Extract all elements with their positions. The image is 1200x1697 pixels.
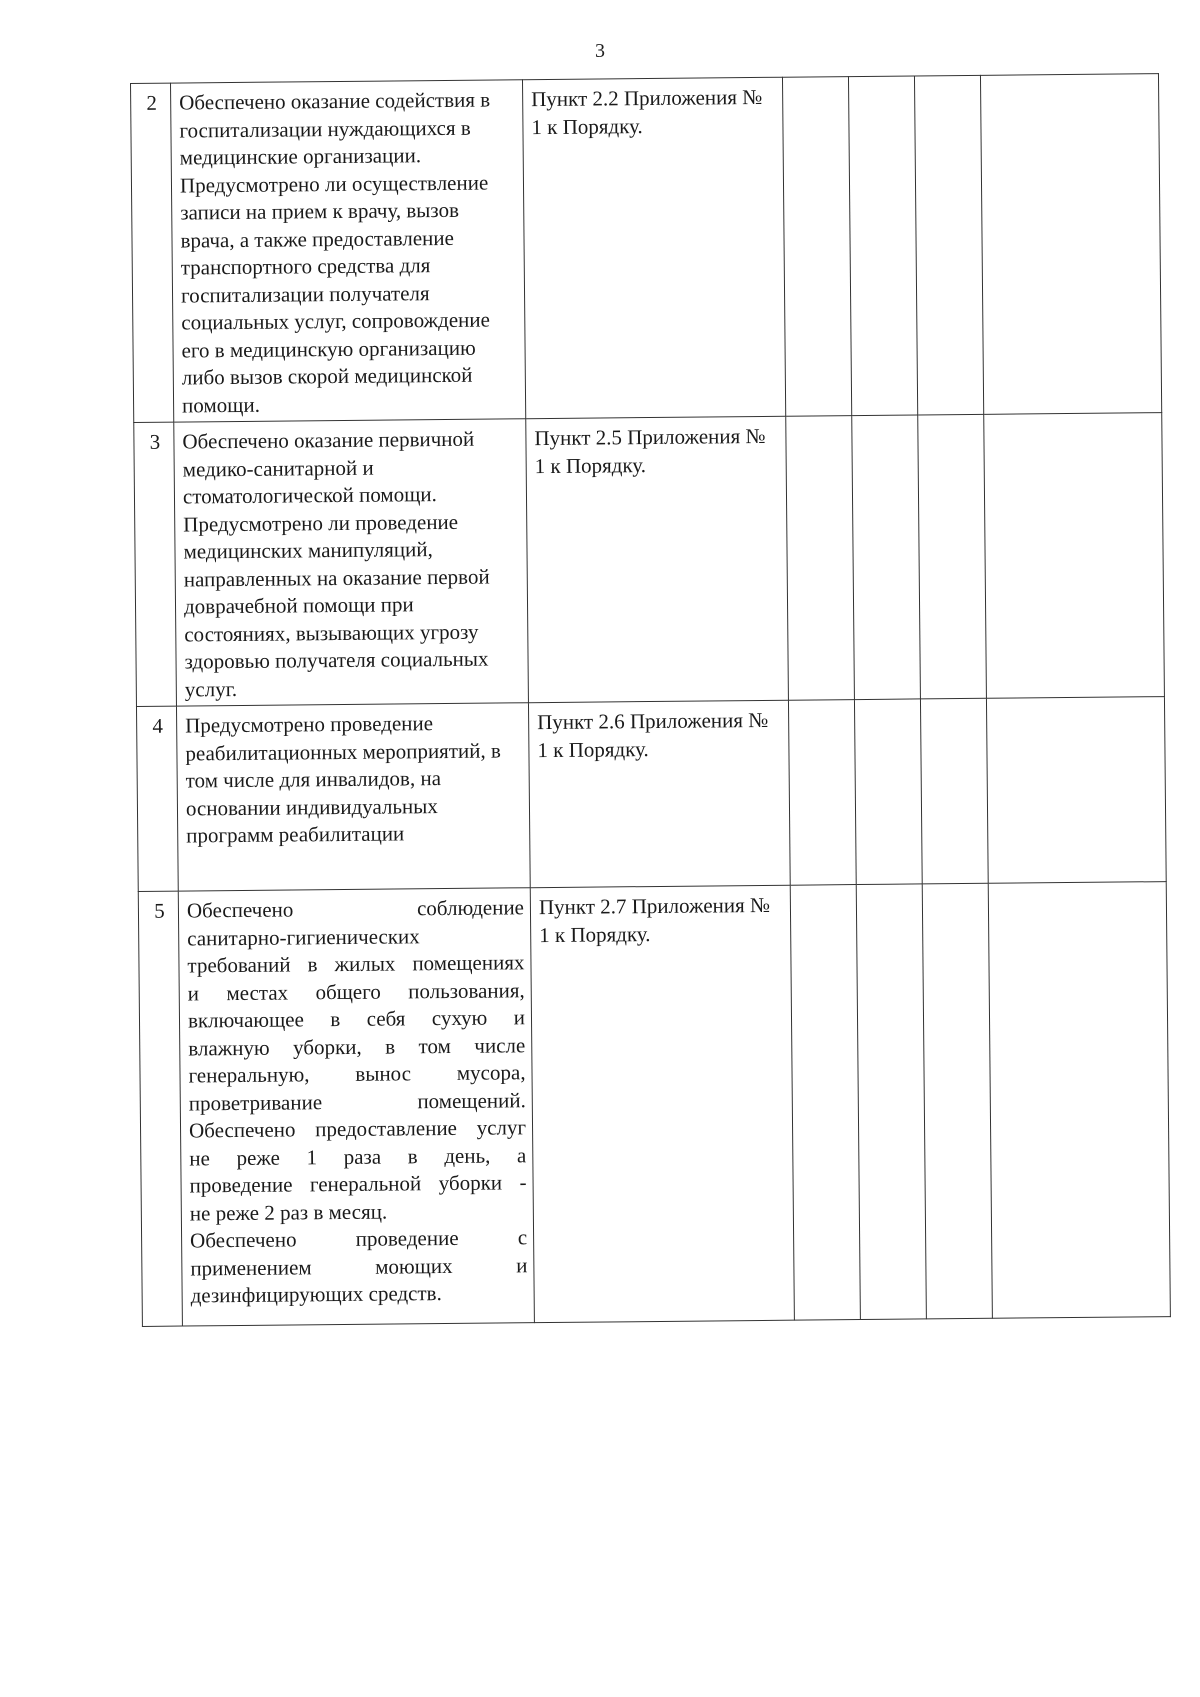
checklist-table [130, 73, 1171, 1327]
empty-cell [984, 413, 1165, 699]
empty-cell [848, 76, 917, 416]
checklist-table-container [130, 73, 1171, 1327]
regulation-reference: Пункт 2.5 Приложения № 1 к Порядку. [526, 416, 789, 702]
empty-cell [786, 416, 855, 701]
description-line: проветривание помещений. [188, 1087, 526, 1115]
row-number: 3 [134, 422, 177, 706]
empty-cell [854, 699, 922, 885]
regulation-reference: Пункт 2.6 Приложения № 1 к Порядку. [528, 700, 790, 887]
description-line: дезинфицирующих средств. [190, 1281, 442, 1308]
empty-cell [852, 415, 921, 700]
description-line: не реже 1 раза в день, а [189, 1142, 527, 1170]
empty-cell [986, 697, 1166, 884]
description-line: проведение генеральной уборки - [189, 1170, 527, 1198]
description-line: генеральную, вынос мусора, [188, 1060, 526, 1088]
page-number: 3 [595, 40, 605, 62]
table-row [138, 882, 1170, 1327]
empty-cell [920, 698, 988, 884]
description-line: Обеспечено проведение с [189, 1225, 528, 1253]
row-number: 2 [131, 83, 174, 422]
empty-cell [788, 700, 856, 886]
row-number: 5 [138, 891, 182, 1326]
description-line: включающее в себя сухую и [187, 1005, 526, 1033]
table-row [131, 74, 1162, 423]
empty-cell [914, 75, 983, 415]
description-line: Обеспечено предоставление услуг [188, 1115, 527, 1143]
description-line: применением моющих и [190, 1252, 528, 1280]
requirement-description: Предусмотрено проведение реабилитационных мероприятий, в том числе для инвалидов, на основании индивидуальных программ реабилитации [176, 703, 530, 891]
table-row [136, 697, 1166, 892]
row-number: 4 [136, 706, 178, 891]
empty-cell [922, 883, 992, 1319]
description-line: не реже 2 раз в месяц. [189, 1199, 388, 1225]
empty-cell [988, 882, 1170, 1319]
table-row [134, 413, 1165, 707]
requirement-description: Обеспечено оказание первичной медико-санитарной и стоматологической помощи. Предусмотрено ли проведение медицинских манипуляций, направленных на оказание первой доврачебной помощи при состояниях, вызывающих угрозу здоровью получателя социальных услуг. [174, 419, 529, 706]
description-line: влажную уборки, в том числе [188, 1032, 526, 1060]
empty-cell [856, 884, 926, 1320]
description-line: санитарно-гигиенических [187, 923, 420, 950]
requirement-description: Обеспечено оказание содействия в госпитализации нуждающихся в медицинские организации. Предусмотрено ли осуществление записи на прием к врачу, вызов врача, а также предоставление транспортного средства для госпитализации получателя социальных услуг, сопровождение его в медицинскую организацию либо вызов скорой медицинской помощи. [171, 80, 526, 422]
empty-cell [918, 414, 987, 699]
empty-cell [790, 885, 860, 1321]
description-line: Обеспечено соблюдение [186, 895, 525, 923]
regulation-reference: Пункт 2.2 Приложения № 1 к Порядку. [522, 77, 785, 418]
empty-cell [782, 77, 851, 417]
regulation-reference: Пункт 2.7 Приложения № 1 к Порядку. [530, 885, 794, 1322]
description-line: и местах общего пользования, [187, 977, 525, 1005]
empty-cell [980, 74, 1161, 415]
requirement-description [178, 888, 534, 1326]
description-line: требований в жилых помещениях [187, 950, 525, 978]
